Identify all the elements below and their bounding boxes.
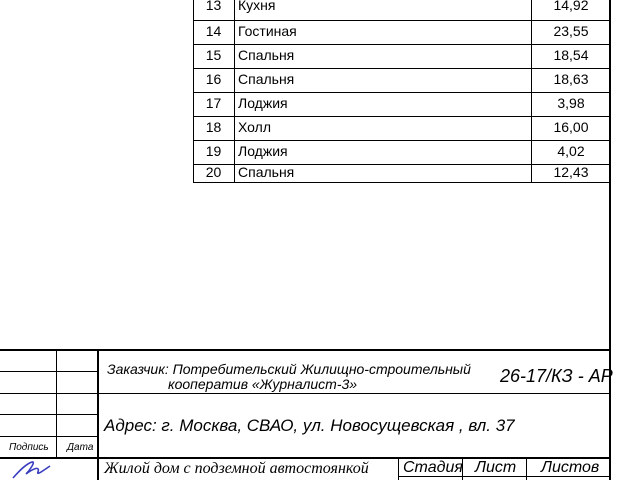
table-row xyxy=(193,44,611,68)
room-name: Спальня xyxy=(238,71,295,87)
table-row xyxy=(193,20,611,44)
room-area: 14,92 xyxy=(553,0,589,13)
address: Адрес: г. Москва, СВАО, ул. Новосущевская , вл. 37 xyxy=(104,416,515,435)
room-number: 14 xyxy=(205,23,222,39)
room-number: 18 xyxy=(205,119,222,135)
table-row xyxy=(193,0,611,18)
room-name: Кухня xyxy=(238,0,276,13)
table-row xyxy=(193,68,611,92)
room-area: 18,54 xyxy=(553,47,589,63)
table-row xyxy=(193,161,611,185)
room-number: 15 xyxy=(205,47,222,63)
room-name: Лоджия xyxy=(238,143,288,159)
date-label: Дата xyxy=(67,442,94,453)
building-name: Жилой дом с подземной автостоянкой xyxy=(104,460,369,477)
sheet-header: Лист xyxy=(475,459,517,476)
room-area: 16,00 xyxy=(553,119,589,135)
stage-header: Стадия xyxy=(403,459,463,476)
room-name: Спальня xyxy=(238,47,295,63)
customer-line-1: Заказчик: Потребительский Жилищно-строительный xyxy=(107,361,471,377)
title-block-top-border xyxy=(0,349,611,351)
room-number: 17 xyxy=(205,95,222,111)
room-area: 23,55 xyxy=(553,23,589,39)
room-area: 3,98 xyxy=(557,95,585,111)
room-name: Холл xyxy=(238,119,271,135)
room-number: 16 xyxy=(205,71,222,87)
room-area: 12,43 xyxy=(553,164,589,180)
rooms-table xyxy=(193,0,611,183)
room-number: 13 xyxy=(205,0,222,13)
project-code: 26-17/КЗ - АР xyxy=(500,366,613,386)
customer-line-2: кооператив «Журналист-3» xyxy=(168,376,358,392)
table-row xyxy=(193,116,611,140)
signature-scribble xyxy=(8,456,58,480)
room-area: 18,63 xyxy=(553,71,589,87)
room-number: 19 xyxy=(205,143,222,159)
sheets-header: Листов xyxy=(541,459,600,476)
room-name: Гостиная xyxy=(238,23,297,39)
room-name: Спальня xyxy=(238,164,295,180)
room-area: 4,02 xyxy=(557,143,585,159)
room-name: Лоджия xyxy=(238,95,288,111)
signature-label: Подпись xyxy=(9,442,49,453)
room-number: 20 xyxy=(205,164,222,180)
table-row xyxy=(193,92,611,116)
